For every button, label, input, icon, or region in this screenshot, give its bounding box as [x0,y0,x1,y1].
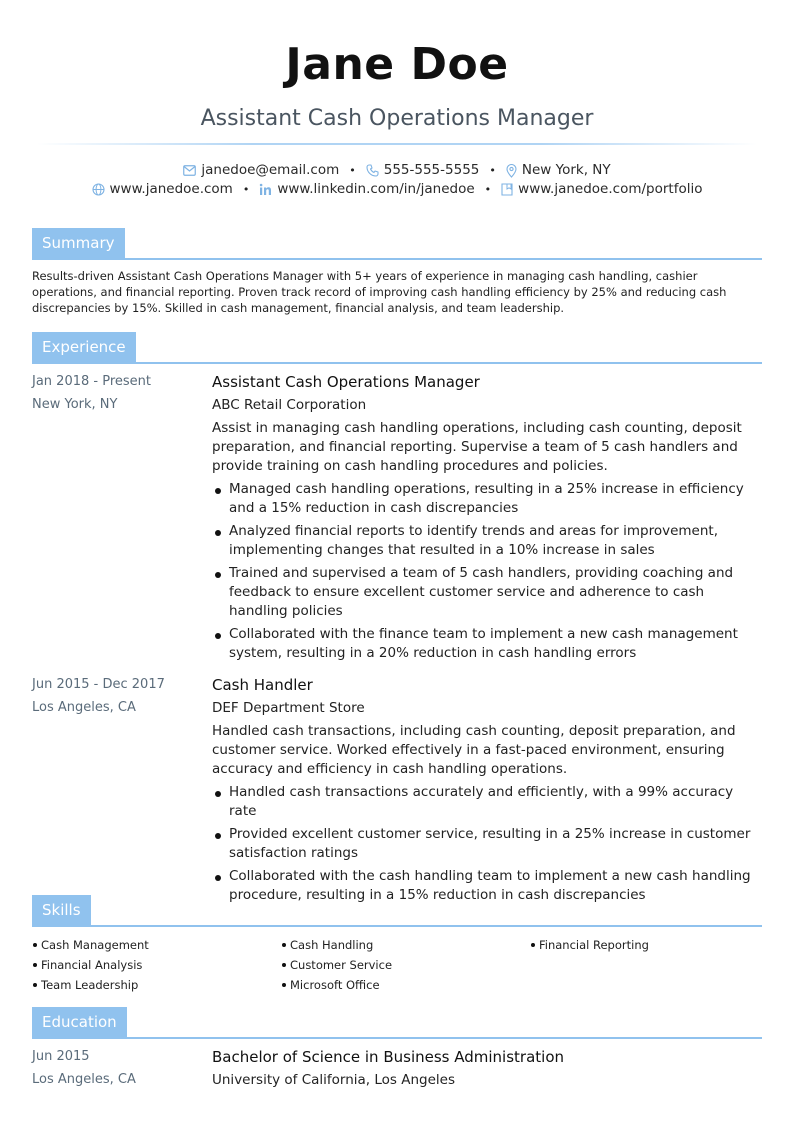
education-details [212,1047,762,1090]
job-title: Assistant Cash Operations Manager [212,373,480,391]
skill-item: Team Leadership [32,975,281,995]
contact-linkedin[interactable] [259,180,474,199]
candidate-name: Jane Doe [285,39,509,90]
job-location: Los Angeles, CA [32,700,136,715]
skill-item: Customer Service [281,955,530,975]
skills-grid [32,935,762,995]
phone-text: 555-555-5555 [383,162,480,178]
education-school: University of California, Los Angeles [212,1072,456,1088]
section-header [32,895,762,927]
summary-text: Results-driven Assistant Cash Operations Manager with 5+ years of experience in managing cash handling, cashier operations, and financial reporting. Proven track record of improving cash handling efficiency by 25% and reducing cash discrepancies by 15%. Skilled in cash management, financial analysis, and team leadership. [32,269,727,315]
separator-dot: • [242,183,250,196]
section-title-skills: Skills [32,895,91,925]
separator-dot: • [489,164,496,177]
skill-item: Financial Analysis [32,955,281,975]
skill-item: Financial Reporting [530,935,762,955]
bullet-item: Managed cash handling operations, resulting in a 25% increase in efficiency and a 15% reduction in cash discrepancies [212,480,762,518]
candidate-title: Assistant Cash Operations Manager [200,106,594,131]
section-title-experience: Experience [32,332,136,362]
website-text: www.janedoe.com [109,181,233,197]
portfolio-icon [501,183,513,196]
bullet-item: Handled cash transactions accurately and efficiently, with a 99% accuracy rate [212,783,762,821]
job-location: New York, NY [32,397,118,412]
job-meta [32,372,212,667]
job-dates: Jan 2018 - Present [32,374,151,389]
contact-website[interactable] [92,180,233,199]
bullet-item: Trained and supervised a team of 5 cash handlers, providing coaching and feedback to ensure excellent customer service and adherence to cash handling policies [212,564,762,621]
education-dates: Jun 2015 [32,1049,90,1064]
email-text: janedoe@email.com [201,162,340,178]
linkedin-text: www.linkedin.com/in/janedoe [277,181,475,197]
skill-item [530,955,762,975]
section-header [32,332,762,364]
experience-section [32,332,762,909]
job-entry [32,372,762,667]
summary-section [32,228,762,316]
separator-dot: • [484,183,492,196]
location-text: New York, NY [521,162,611,178]
education-meta [32,1047,212,1090]
skill-item: Microsoft Office [281,975,530,995]
job-bullets [212,480,762,663]
contact-line-1 [0,161,794,180]
section-divider [32,1037,762,1039]
job-company: DEF Department Store [212,700,365,716]
title-divider [37,143,757,145]
globe-icon [92,183,105,196]
portfolio-text: www.janedoe.com/portfolio [518,181,703,197]
job-bullets [212,783,762,905]
section-divider [32,362,762,364]
section-title-education: Education [32,1007,127,1037]
education-location: Los Angeles, CA [32,1072,136,1087]
job-entry [32,675,762,909]
skill-item: Cash Management [32,935,281,955]
bullet-item: Collaborated with the cash handling team to implement a new cash handling procedure, resulting in a 15% reduction in cash discrepancies [212,867,762,905]
phone-icon [366,164,379,177]
section-title-summary: Summary [32,228,125,258]
section-header [32,228,762,260]
education-degree: Bachelor of Science in Business Administration [212,1048,565,1066]
job-title: Cash Handler [212,676,313,694]
skill-item: Cash Handling [281,935,530,955]
resume-header [0,0,794,199]
job-details [212,372,762,667]
job-description: Assist in managing cash handling operations, including cash counting, deposit preparation, and financial reporting. Supervise a team of 5 cash handlers and provide training on cash handling procedures and policies. [212,420,742,474]
job-dates: Jun 2015 - Dec 2017 [32,677,165,692]
contact-phone[interactable] [366,161,480,180]
contact-portfolio[interactable] [501,180,702,199]
section-header [32,1007,762,1039]
bullet-item: Provided excellent customer service, resulting in a 25% increase in customer satisfaction ratings [212,825,762,863]
map-pin-icon [506,164,517,178]
education-entry [32,1047,762,1090]
separator-dot: • [349,164,356,177]
contact-line-2 [0,180,794,199]
bullet-item: Collaborated with the finance team to implement a new cash management system, resulting in a 20% reduction in cash handling errors [212,625,762,663]
contact-location [506,161,611,180]
section-divider [32,258,762,260]
skills-section [32,895,762,995]
envelope-icon [183,165,196,176]
job-description: Handled cash transactions, including cash counting, deposit preparation, and customer service. Worked effectively in a fast-paced environment, ensuring accuracy and efficiency in cash handling operations. [212,723,736,777]
education-section [32,1007,762,1090]
bullet-item: Analyzed financial reports to identify trends and areas for improvement, implementing changes that resulted in a 10% increase in sales [212,522,762,560]
job-meta [32,675,212,909]
section-divider [32,925,762,927]
job-details [212,675,762,909]
linkedin-icon [259,183,272,196]
job-company: ABC Retail Corporation [212,397,367,413]
contact-email[interactable] [183,161,339,180]
